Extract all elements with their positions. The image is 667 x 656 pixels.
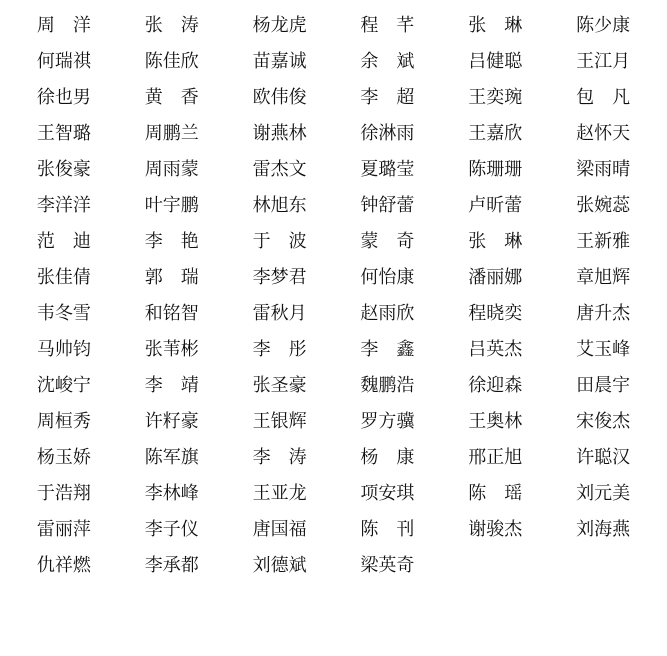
name-cell: 苗嘉诚 [252, 51, 307, 72]
name-cell: 李 超 [360, 87, 415, 108]
name-cell: 蒙 奇 [360, 231, 415, 252]
name-cell: 罗方骥 [360, 411, 415, 432]
name-cell: 张 琳 [468, 15, 523, 36]
name-cell: 于 波 [252, 231, 307, 252]
name-cell: 李承都 [144, 555, 199, 576]
name-cell: 何怡康 [360, 267, 415, 288]
name-cell: 谢燕林 [252, 123, 307, 144]
name-cell: 李林峰 [144, 483, 199, 504]
name-cell: 徐淋雨 [360, 123, 415, 144]
name-cell: 仇祥燃 [36, 555, 91, 576]
name-cell: 陈珊珊 [468, 159, 523, 180]
name-cell: 周雨蒙 [144, 159, 199, 180]
name-cell: 刘元美 [576, 483, 631, 504]
name-cell: 宋俊杰 [576, 411, 631, 432]
name-cell: 张 涛 [144, 15, 199, 36]
name-cell: 杨 康 [360, 447, 415, 468]
name-cell: 和铭智 [144, 303, 199, 324]
name-cell: 李梦君 [252, 267, 307, 288]
name-cell: 陈少康 [576, 15, 631, 36]
name-cell: 赵怀天 [576, 123, 631, 144]
name-cell: 张俊豪 [36, 159, 91, 180]
name-cell: 章旭辉 [576, 267, 631, 288]
name-cell: 张佳倩 [36, 267, 91, 288]
name-cell: 陈军旗 [144, 447, 199, 468]
name-cell: 田晨宇 [576, 375, 631, 396]
name-cell: 雷丽萍 [36, 519, 91, 540]
name-cell: 范 迪 [36, 231, 91, 252]
name-cell: 周桓秀 [36, 411, 91, 432]
name-cell: 程晓奕 [468, 303, 523, 324]
name-cell: 张圣豪 [252, 375, 307, 396]
name-cell: 李洋洋 [36, 195, 91, 216]
name-cell: 李子仪 [144, 519, 199, 540]
name-cell: 于浩翔 [36, 483, 91, 504]
name-cell: 魏鹏浩 [360, 375, 415, 396]
name-cell: 项安琪 [360, 483, 415, 504]
name-cell: 李 靖 [144, 375, 199, 396]
name-cell: 梁英奇 [360, 555, 415, 576]
name-cell: 王奕琬 [468, 87, 523, 108]
name-cell: 马帅钧 [36, 339, 91, 360]
name-cell: 周 洋 [36, 15, 91, 36]
name-cell: 郭 瑞 [144, 267, 199, 288]
name-cell: 王新雅 [576, 231, 631, 252]
name-cell: 邢正旭 [468, 447, 523, 468]
name-cell: 吕英杰 [468, 339, 523, 360]
name-cell: 钟舒蕾 [360, 195, 415, 216]
name-cell: 张苇彬 [144, 339, 199, 360]
name-cell: 雷杰文 [252, 159, 307, 180]
name-cell: 刘海燕 [576, 519, 631, 540]
name-cell: 王银辉 [252, 411, 307, 432]
name-cell: 徐迎森 [468, 375, 523, 396]
name-cell: 程 芊 [360, 15, 415, 36]
name-cell: 王智璐 [36, 123, 91, 144]
name-cell: 艾玉峰 [576, 339, 631, 360]
name-cell: 赵雨欣 [360, 303, 415, 324]
name-cell: 陈佳欣 [144, 51, 199, 72]
name-cell: 许聪汉 [576, 447, 631, 468]
name-cell: 林旭东 [252, 195, 307, 216]
name-cell: 王江月 [576, 51, 631, 72]
name-cell: 黄 香 [144, 87, 199, 108]
name-cell: 卢昕蕾 [468, 195, 523, 216]
name-cell: 潘丽娜 [468, 267, 523, 288]
name-cell: 唐国福 [252, 519, 307, 540]
name-cell: 王嘉欣 [468, 123, 523, 144]
name-cell: 何瑞祺 [36, 51, 91, 72]
name-cell: 王奥林 [468, 411, 523, 432]
name-cell: 李 艳 [144, 231, 199, 252]
name-cell: 叶宇鹏 [144, 195, 199, 216]
name-cell: 陈 瑶 [468, 483, 523, 504]
name-cell: 王亚龙 [252, 483, 307, 504]
name-cell: 徐也男 [36, 87, 91, 108]
name-cell: 李 涛 [252, 447, 307, 468]
name-cell: 欧伟俊 [252, 87, 307, 108]
name-cell: 包 凡 [576, 87, 631, 108]
name-cell: 刘德斌 [252, 555, 307, 576]
name-cell: 李 鑫 [360, 339, 415, 360]
name-cell: 张 琳 [468, 231, 523, 252]
name-cell: 韦冬雪 [36, 303, 91, 324]
name-cell: 余 斌 [360, 51, 415, 72]
name-cell: 谢骏杰 [468, 519, 523, 540]
name-cell: 李 彤 [252, 339, 307, 360]
name-cell: 雷秋月 [252, 303, 307, 324]
name-cell: 周鹏兰 [144, 123, 199, 144]
name-cell: 杨龙虎 [252, 15, 307, 36]
name-cell: 梁雨晴 [576, 159, 631, 180]
name-cell: 杨玉娇 [36, 447, 91, 468]
name-cell: 陈 刊 [360, 519, 415, 540]
name-cell: 吕健聪 [468, 51, 523, 72]
name-cell: 夏璐莹 [360, 159, 415, 180]
name-cell: 张婉蕊 [576, 195, 631, 216]
name-cell: 沈峻宁 [36, 375, 91, 396]
name-cell: 许籽豪 [144, 411, 199, 432]
name-cell: 唐升杰 [576, 303, 631, 324]
